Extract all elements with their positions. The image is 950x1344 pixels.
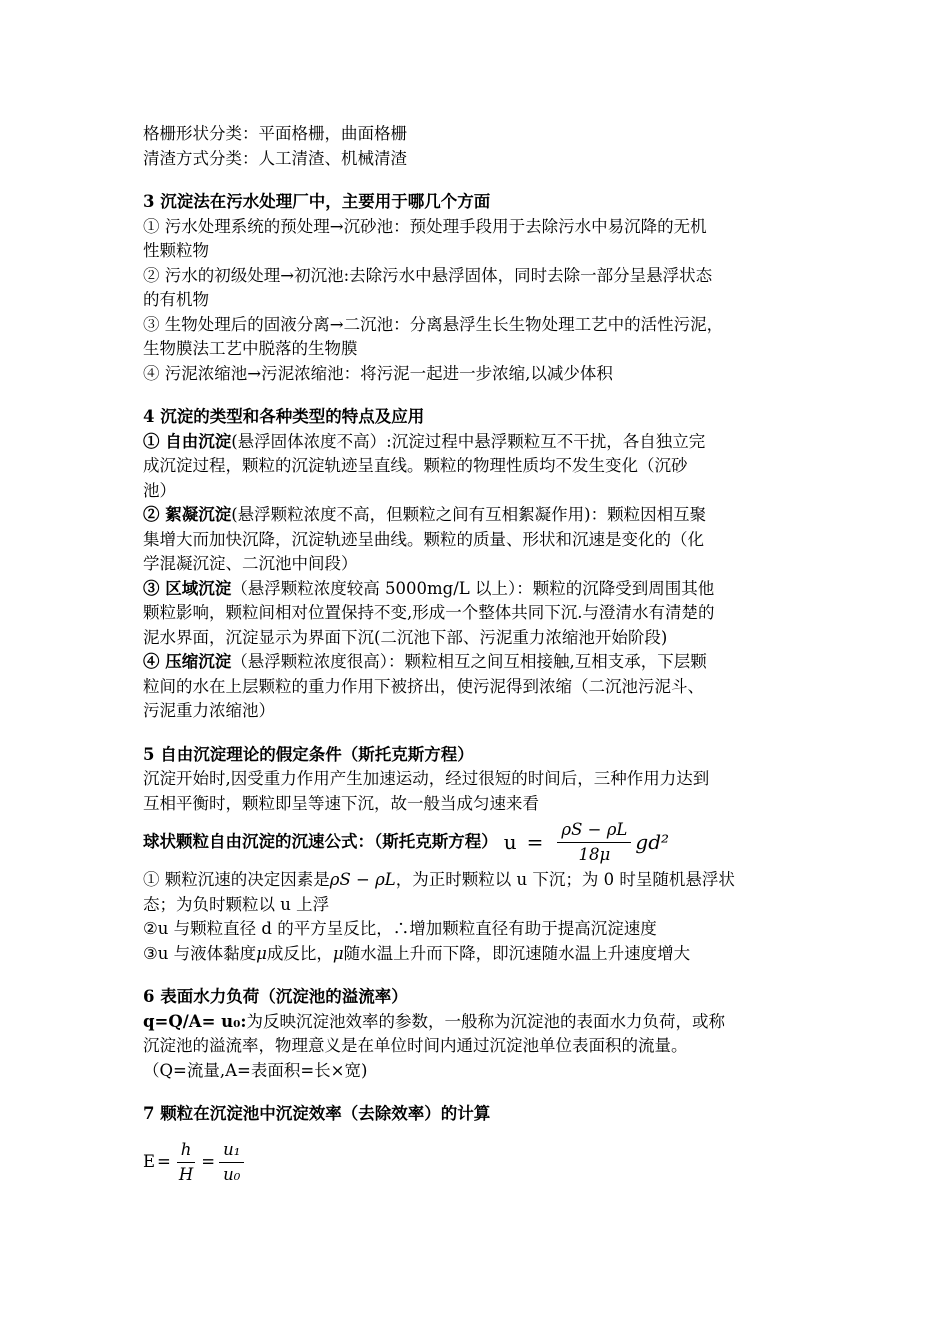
text-line: 格栅形状分类：平面格栅，曲面格栅 [143, 124, 407, 143]
section-heading: 4 沉淀的类型和各种类型的特点及应用 [143, 407, 425, 426]
stokes-formula [143, 816, 813, 868]
text-span: ③u 与液体黏度 [143, 943, 257, 963]
text-line: 池） [143, 480, 176, 500]
text-line: 性颗粒物 [143, 241, 209, 260]
formula-fraction [175, 1140, 197, 1185]
efficiency-formula [143, 1133, 813, 1193]
text-span: (悬浮固体浓度不高）:沉淀过程中悬浮颗粒互不干扰，各自独立完 [231, 431, 706, 451]
text-line: 学混凝沉淀、二沉池中间段） [143, 554, 358, 573]
fraction-denominator: u₀ [223, 1165, 241, 1184]
text-line [143, 503, 813, 528]
text-line: （Q=流量,A=表面积=长×宽) [143, 1060, 368, 1080]
text-line: ②u 与颗粒直径 d 的平方呈反比，∴增加颗粒直径有助于提高沉淀速度 [143, 919, 657, 938]
text-line [143, 868, 813, 893]
formula-gd2: gd² [635, 829, 670, 854]
text-span: ① 颗粒沉速的决定因素是 [143, 870, 330, 889]
section-heading: 5 自由沉淀理论的假定条件（斯托克斯方程） [143, 744, 474, 764]
text-line: 沉淀开始时,因受重力作用产生加速运动，经过很短的时间后，三种作用力达到 [143, 769, 710, 788]
fraction-numerator: h [177, 1140, 196, 1163]
formula-label: 球状颗粒自由沉淀的沉速公式：（斯托克斯方程） [143, 831, 498, 851]
text-span: （悬浮颗粒浓度较高 5000mg/L 以上）：颗粒的沉降受到周围其他 [231, 578, 715, 598]
text-line: 互相平衡时，颗粒即呈等速下沉，故一般当成匀速来看 [143, 793, 539, 813]
text-line: 粒间的水在上层颗粒的重力作用下被挤出，使污泥得到浓缩（二沉池污泥斗、 [143, 676, 704, 696]
text-line: 成沉淀过程，颗粒的沉淀轨迹呈直线。颗粒的物理性质均不发生变化（沉砂 [143, 456, 688, 475]
formula-fraction [219, 1140, 244, 1185]
text-line: 沉淀池的溢流率，物理意义是在单位时间内通过沉淀池单位表面积的流量。 [143, 1036, 688, 1055]
math-span: ρS − ρL [329, 870, 396, 889]
text-line: 生物膜法工艺中脱落的生物膜 [143, 339, 358, 358]
text-line [143, 942, 813, 967]
mu-symbol: μ [332, 943, 344, 963]
text-line: ③ 生物处理后的固液分离→二沉池：分离悬浮生长生物处理工艺中的活性污泥， [143, 314, 724, 334]
fraction-denominator: 18μ [578, 844, 611, 864]
text-line: ① 污水处理系统的预处理→沉砂池：预处理手段用于去除污水中易沉降的无机 [143, 216, 707, 236]
formula-e: E [143, 1152, 156, 1172]
formula-bold: q=Q/A= u₀: [143, 1011, 247, 1031]
section-heading: 3 沉淀法在污水处理厂中，主要用于哪几个方面 [143, 192, 491, 211]
term-bold: ② 絮凝沉淀 [143, 505, 232, 524]
formula-equals: = [201, 1152, 216, 1172]
term-bold: ④ 压缩沉淀 [143, 652, 232, 671]
text-line: 集增大而加快沉降，沉淀轨迹呈曲线。颗粒的质量、形状和沉速是变化的（化 [143, 529, 704, 549]
fraction-denominator: H [178, 1165, 194, 1184]
text-span: 成反比， [266, 943, 333, 963]
text-line [143, 1010, 813, 1035]
formula-equals: = [526, 829, 544, 854]
text-span: （悬浮颗粒浓度很高）：颗粒相互之间互相接触,互相支承，下层颗 [231, 652, 707, 671]
fraction-numerator: u₁ [219, 1140, 244, 1163]
text-line [143, 650, 813, 675]
section-heading: 7 颗粒在沉淀池中沉淀效率（去除效率）的计算 [143, 1104, 491, 1123]
text-line: 态；为负时颗粒以 u 上浮 [143, 894, 330, 914]
formula-u: u [503, 829, 517, 854]
formula-equals: = [157, 1152, 171, 1172]
text-line: 泥水界面，沉淀显示为界面下沉(二沉池下部、污泥重力浓缩池开始阶段) [143, 627, 668, 647]
document-page [143, 122, 813, 1193]
term-bold: ① 自由沉淀 [143, 431, 232, 451]
formula-fraction [557, 820, 631, 865]
text-line [143, 577, 813, 602]
text-line: 颗粒影响，颗粒间相对位置保持不变,形成一个整体共同下沉.与澄清水有清楚的 [143, 603, 715, 622]
text-line [143, 430, 813, 455]
text-line: 清渣方式分类：人工清渣、机械清渣 [143, 148, 407, 168]
text-span: 随水温上升而下降，即沉速随水温上升速度增大 [343, 943, 691, 963]
text-line: ④ 污泥浓缩池→污泥浓缩池：将污泥一起进一步浓缩,以减少体积 [143, 363, 613, 383]
text-span: 为反映沉淀池效率的参数，一般称为沉淀池的表面水力负荷，或称 [246, 1011, 725, 1031]
text-line: ② 污水的初级处理→初沉池:去除污水中悬浮固体，同时去除一部分呈悬浮状态 [143, 265, 713, 285]
text-span: ，为正时颗粒以 u 下沉；为 0 时呈随机悬浮状 [395, 870, 735, 889]
text-span: (悬浮颗粒浓度不高，但颗粒之间有互相絮凝作用)：颗粒因相互聚 [231, 505, 707, 524]
text-line: 的有机物 [143, 290, 209, 309]
section-heading: 6 表面水力负荷（沉淀池的溢流率） [143, 987, 408, 1006]
term-bold: ③ 区域沉淀 [143, 578, 232, 598]
text-line: 污泥重力浓缩池） [143, 701, 275, 720]
mu-symbol: μ [256, 943, 267, 963]
fraction-numerator: ρS − ρL [557, 820, 631, 843]
